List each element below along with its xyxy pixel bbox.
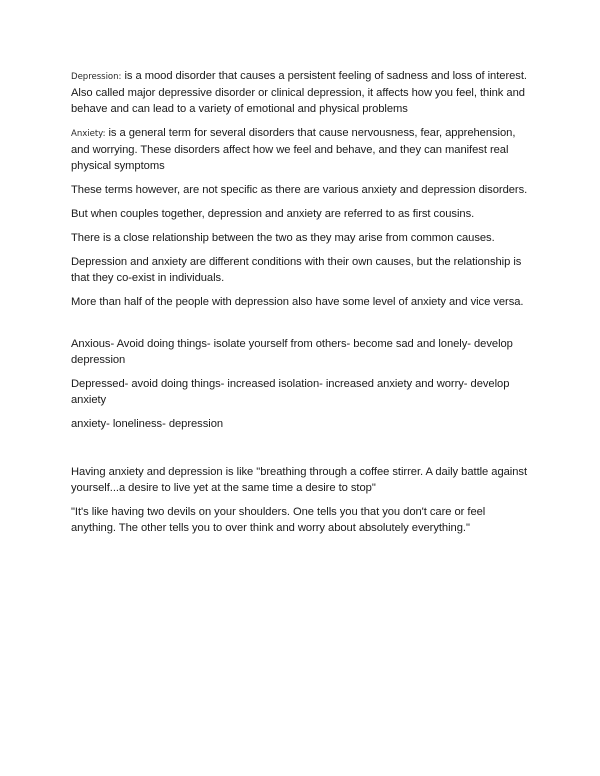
paragraph-coexist: Depression and anxiety are different conditions with their own causes, but the relationship is that they co-exist in individuals.	[71, 256, 522, 284]
quote-coffee-stirrer: Having anxiety and depression is like "breathing through a coffee stirrer. A daily battle against yourself...a desire to live yet at the same time a desire to stop"	[71, 466, 528, 494]
cycle-anxious: Anxious- Avoid doing things- isolate yourself from others- become sad and lonely- develop depression	[71, 338, 513, 366]
paragraph-cousins: But when couples together, depression and anxiety are referred to as first cousins.	[71, 208, 475, 220]
paragraph-relationship: There is a close relationship between the two as they may arise from common causes.	[71, 232, 495, 244]
anxiety-definition	[71, 125, 531, 174]
paragraph-statistic: More than half of the people with depression also have some level of anxiety and vice versa.	[71, 296, 524, 308]
document-page	[71, 68, 531, 544]
depression-definition	[71, 68, 531, 117]
anxiety-term: Anxiety:	[71, 129, 106, 139]
anxiety-definition-text: is a general term for several disorders that cause nervousness, fear, apprehension, and worrying. These disorders affect how we feel and behave, and they can manifest real physical symptoms	[71, 127, 516, 172]
paragraph-specificity: These terms however, are not specific as there are various anxiety and depression disorders.	[71, 184, 528, 196]
depression-term: Depression:	[71, 72, 122, 82]
depression-definition-text: is a mood disorder that causes a persistent feeling of sadness and loss of interest. Also called major depressive disorder or clinical depression, it affects how you feel, think and behave and can lead to a variety of emotional and physical problems	[71, 70, 527, 115]
cycle-short: anxiety- loneliness- depression	[71, 418, 224, 430]
cycle-depressed: Depressed- avoid doing things- increased isolation- increased anxiety and worry- develop anxiety	[71, 378, 510, 406]
quote-two-devils: "It's like having two devils on your shoulders. One tells you that you don't care or feel anything. The other tells you to over think and worry about absolutely everything."	[71, 506, 486, 534]
